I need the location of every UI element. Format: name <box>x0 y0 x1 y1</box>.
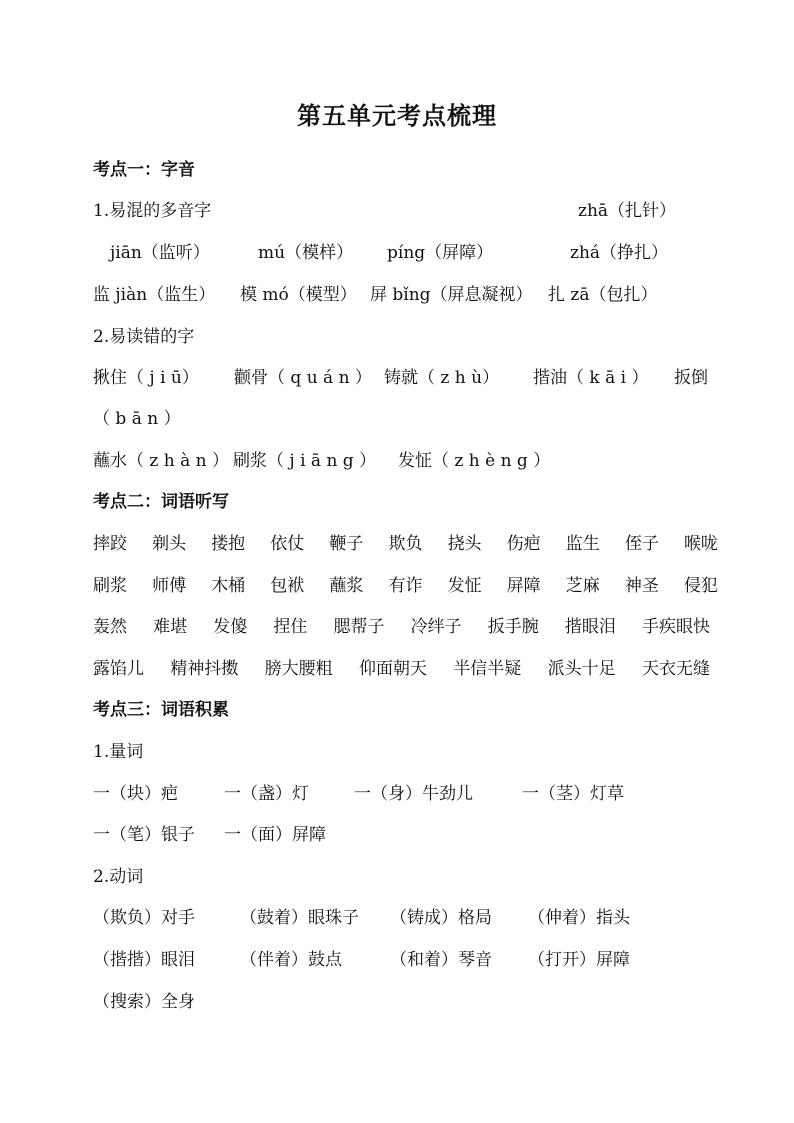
verb-item: （铸成）格局 <box>390 908 492 928</box>
verb-item: （打开）屏障 <box>528 950 630 970</box>
measure-word-item: 一（盏）灯 <box>224 784 309 804</box>
dictation-row <box>93 615 710 639</box>
dictation-word: 露馅儿 <box>93 659 144 679</box>
misread-item: 蘸水（ z h à n ） <box>93 451 230 471</box>
page-title: 第五单元考点梳理 <box>297 101 497 130</box>
dictation-word: 膀大腰粗 <box>264 659 333 679</box>
dictation-word: 神圣 <box>624 576 659 596</box>
measure-word-item: 一（笔）银子 <box>93 825 195 845</box>
misread-item: 刷浆（ j i ā n g ） <box>233 451 377 471</box>
polyphonic-item: 模 mó（模型） <box>240 285 357 305</box>
verb-item: （搜索）全身 <box>93 992 195 1012</box>
dictation-word: 伤疤 <box>506 534 541 554</box>
measure-word-item: 一（茎）灯草 <box>522 784 624 804</box>
verb-item: （伴着）鼓点 <box>240 950 342 970</box>
dictation-word: 屏障 <box>506 576 541 596</box>
verb-item: （伸着）指头 <box>528 908 630 928</box>
dictation-word: 扳手腕 <box>487 617 539 637</box>
dictation-word: 手疾眼快 <box>642 617 710 637</box>
polyphonic-item: 扎 zā（包扎） <box>548 285 658 305</box>
dictation-word: 天衣无缝 <box>641 659 710 679</box>
misread-item: 揪住（ j i ū） <box>93 368 199 388</box>
polyphonic-zha1: zhā（扎针） <box>578 201 677 221</box>
dictation-word: 有诈 <box>388 576 423 596</box>
dictation-word: 芝麻 <box>565 576 600 596</box>
dictation-word: 包袱 <box>270 576 305 596</box>
misread-item: 扳倒 <box>674 368 708 388</box>
misread-item: 揩油（ k ā i ） <box>533 368 649 388</box>
misread-item: 颧骨（ q u á n ） <box>234 368 372 388</box>
subheading-measure-words: 1.量词 <box>93 742 144 762</box>
dictation-word: 搂抱 <box>211 534 246 554</box>
dictation-word: 轰然 <box>93 617 127 637</box>
subheading-polyphonic: 1.易混的多音字 <box>93 201 212 221</box>
dictation-word: 监生 <box>565 534 600 554</box>
section-heading-pronunciation: 考点一：字音 <box>93 160 195 180</box>
polyphonic-item: mú（模样） <box>258 243 354 263</box>
polyphonic-item: píng（屏障） <box>387 243 494 263</box>
dictation-word: 蘸浆 <box>329 576 364 596</box>
measure-word-item: 一（面）屏障 <box>224 825 326 845</box>
misread-item: 铸就（ z h ù） <box>384 368 500 388</box>
polyphonic-item: jiān（监听） <box>110 243 210 263</box>
verb-item: （和着）琴音 <box>390 950 492 970</box>
dictation-word: 侵犯 <box>683 576 718 596</box>
section-heading-vocabulary: 考点三：词语积累 <box>93 700 229 720</box>
dictation-word: 发傻 <box>213 617 248 637</box>
dictation-word: 仰面朝天 <box>358 659 427 679</box>
verb-item: （揩揩）眼泪 <box>93 950 195 970</box>
dictation-word: 依仗 <box>270 534 305 554</box>
measure-word-item: 一（块）疤 <box>93 784 178 804</box>
dictation-word: 木桶 <box>211 576 246 596</box>
dictation-word: 欺负 <box>388 534 423 554</box>
dictation-word: 师傅 <box>152 576 187 596</box>
subheading-verbs: 2.动词 <box>93 867 144 887</box>
dictation-word: 摔跤 <box>93 534 127 554</box>
dictation-word: 喉咙 <box>683 534 718 554</box>
dictation-word: 精神抖擞 <box>170 659 239 679</box>
section-heading-dictation: 考点二：词语听写 <box>93 492 229 512</box>
dictation-word: 冷绊子 <box>410 617 462 637</box>
dictation-word: 捏住 <box>273 617 308 637</box>
polyphonic-item: 屏 bǐng（屏息凝视） <box>370 285 533 305</box>
dictation-word: 鞭子 <box>329 534 364 554</box>
verb-item: （欺负）对手 <box>93 908 195 928</box>
misread-item: 发怔（ z h è n g ） <box>398 451 551 471</box>
polyphonic-item: zhá（挣扎） <box>570 243 669 263</box>
dictation-word: 腮帮子 <box>333 617 385 637</box>
subheading-misread: 2.易读错的字 <box>93 327 195 347</box>
dictation-word: 派头十足 <box>547 659 616 679</box>
measure-word-item: 一（身）牛劲儿 <box>354 784 473 804</box>
dictation-word: 侄子 <box>624 534 659 554</box>
verb-item: （鼓着）眼珠子 <box>240 908 359 928</box>
dictation-word: 发怔 <box>447 576 482 596</box>
misread-item-continued: （ b ā n ） <box>93 409 181 429</box>
dictation-row <box>93 532 718 556</box>
dictation-row <box>93 574 718 598</box>
dictation-word: 半信半疑 <box>453 659 522 679</box>
polyphonic-item: 监 jiàn（监生） <box>93 285 216 305</box>
dictation-word: 挠头 <box>447 534 482 554</box>
dictation-word: 揩眼泪 <box>564 617 616 637</box>
dictation-word: 刷浆 <box>93 576 127 596</box>
dictation-word: 难堪 <box>153 617 188 637</box>
dictation-row <box>93 657 710 681</box>
dictation-word: 剃头 <box>152 534 187 554</box>
